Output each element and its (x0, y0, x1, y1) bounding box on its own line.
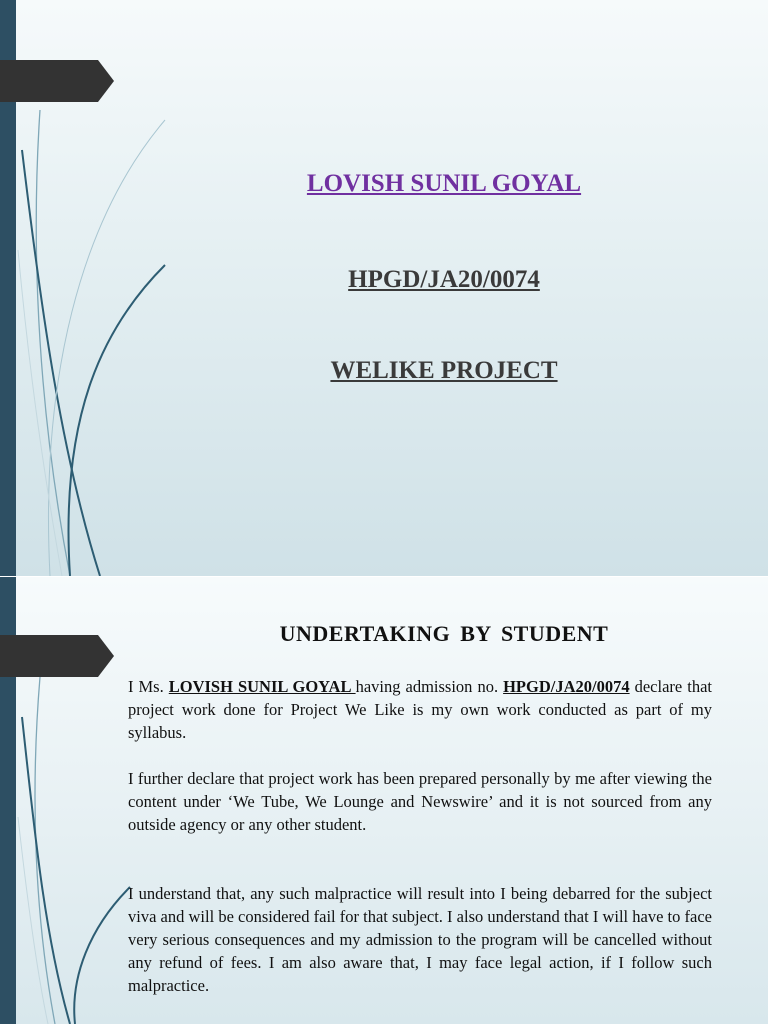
undertaking-heading: UNDERTAKING BY STUDENT (279, 621, 609, 646)
declaration-paragraph-2: I further declare that project work has been prepared personally by me after viewing the content under ‘We Tube, We Lounge and Newswire’ and it is not sourced from any outside agency or any other student. (128, 769, 712, 834)
student-name: LOVISH SUNIL GOYAL (306, 170, 582, 197)
p1-middle: having admission no. (355, 677, 504, 696)
arrow-tab-icon (0, 635, 114, 677)
arrow-tab-icon (0, 60, 114, 102)
p1-admission-number: HPGD/JA20/0074 (503, 677, 630, 696)
p1-student-name: LOVISH SUNIL GOYAL (168, 677, 356, 696)
p1-lead: I Ms. (128, 677, 169, 696)
admission-number: HPGD/JA20/0074 (348, 266, 540, 293)
project-title: WELIKE PROJECT (330, 357, 558, 384)
undertaking-slide (0, 577, 768, 1024)
declaration-paragraph-3: I understand that, any such malpractice will result into I being debarred for the subject viva and will be considered fail for that subject. I also understand that I will have to face very serious consequences and my admission to the program will be cancelled without any refund of fees. I am also aware that, I may face legal action, if I follow such malpractice. (128, 884, 712, 995)
p1-tail: declare that project work done for Project We Like is my own work conducted as part of my syllabus. (128, 677, 712, 742)
declaration-paragraph-1 (128, 675, 712, 744)
